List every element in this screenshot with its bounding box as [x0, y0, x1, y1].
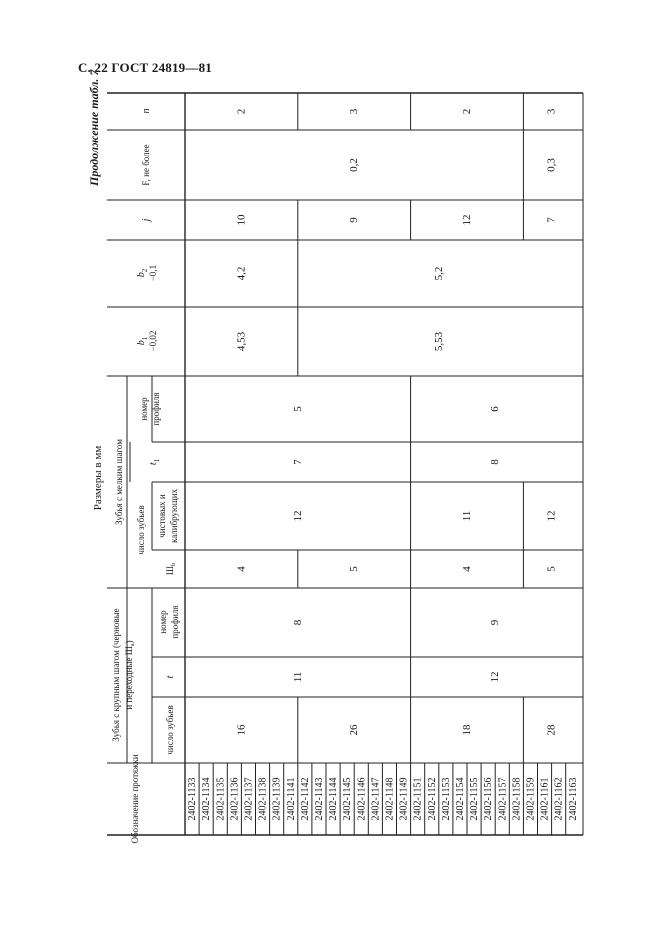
header-fine-finish-2: калибрующих — [169, 488, 179, 544]
header-fine-finish: чистовых и — [157, 494, 167, 538]
header-b2: $b_2$ — [135, 268, 149, 278]
header-coarse-profile: номер — [158, 610, 168, 634]
cell-n: 3 — [545, 108, 558, 115]
cell-n: 2 — [461, 108, 473, 115]
cell-b2: 4,2 — [235, 266, 248, 281]
row-designation: 2402-1137 — [242, 777, 254, 821]
cell-fine-finish: 11 — [461, 510, 473, 522]
cell-coarse-teeth-count: 18 — [461, 724, 473, 736]
cell-n: 3 — [348, 108, 361, 115]
header-b1: $b_1$ — [135, 336, 149, 346]
header-designation: Обозначение протяжки — [130, 754, 140, 844]
cell-j: 10 — [235, 214, 248, 226]
row-designation: 2402-1149 — [398, 777, 410, 821]
row-designation: 2402-1153 — [440, 777, 452, 821]
header-coarse-teeth-count: число зубьев — [165, 705, 175, 755]
cell-n: 2 — [235, 108, 248, 115]
page-header: С. 22 ГОСТ 24819—81 — [78, 60, 212, 75]
row-designation: 2402-1145 — [341, 777, 353, 821]
cell-fine-sh: 4 — [235, 566, 248, 572]
header-coarse-t: t — [164, 675, 176, 679]
row-designation: 2402-1156 — [482, 777, 494, 821]
row-designation: 2402-1147 — [369, 777, 381, 821]
cell-b1: 4,53 — [235, 331, 248, 352]
cell-coarse-teeth-count: 16 — [235, 724, 248, 736]
row-designation: 2402-1163 — [567, 777, 579, 821]
header-fine-teeth-count: число зубьев — [136, 505, 146, 555]
cell-coarse-profile: 9 — [489, 619, 502, 626]
header-coarse-group: Зубья с крупным шагом (черновые — [111, 608, 121, 742]
row-designation: 2402-1134 — [200, 777, 212, 821]
header-fine-t1: $t_1$ — [147, 458, 161, 466]
cell-fine-finish: 12 — [545, 510, 558, 522]
cell-b1: 5,53 — [432, 331, 445, 352]
row-designation: 2402-1161 — [539, 777, 551, 821]
header-b2-tol: −0,1 — [148, 264, 158, 282]
header-j: j — [140, 218, 152, 222]
cell-b2: 5,2 — [432, 266, 445, 281]
row-designation: 2402-1157 — [496, 777, 508, 821]
header-n: n — [140, 108, 152, 114]
cell-coarse-t: 11 — [291, 671, 304, 683]
cell-coarse-teeth-count: 28 — [545, 724, 558, 736]
cell-fine-t1: 7 — [291, 459, 304, 465]
cell-j: 7 — [545, 217, 558, 223]
row-designation: 2402-1138 — [257, 777, 269, 821]
cell-fine-finish: 12 — [291, 510, 304, 522]
row-designation: 2402-1146 — [355, 777, 367, 821]
header-fine-sh: $Ш_b$ — [165, 562, 177, 576]
cell-fine-profile: 5 — [291, 406, 304, 412]
row-designation: 2402-1155 — [468, 777, 480, 821]
row-designation: 2402-1158 — [510, 777, 522, 821]
header-coarse-profile-2: профиля — [170, 605, 180, 639]
row-designation: 2402-1162 — [553, 777, 565, 821]
cell-fine-sh: 5 — [348, 566, 361, 572]
header-fine-group: Зубья с мелким шагом — [114, 439, 124, 525]
header-coarse-group-2: и переходные $Ш_а$) — [124, 640, 136, 710]
row-designation: 2402-1148 — [383, 777, 395, 821]
header-fine-profile-2: профиля — [151, 392, 161, 426]
cell-coarse-t: 12 — [489, 671, 502, 683]
cell-j: 9 — [348, 217, 361, 223]
row-designation: 2402-1136 — [228, 777, 240, 821]
table-continuation-label: Продолжение табл. 7 — [87, 69, 101, 186]
row-designation: 2402-1143 — [313, 777, 325, 821]
row-designation: 2402-1135 — [214, 777, 226, 821]
header-sizes: Размеры в мм — [92, 445, 104, 511]
row-designation: 2402-1142 — [299, 777, 311, 821]
cell-coarse-profile: 8 — [291, 619, 304, 626]
row-designation: 2402-1141 — [285, 777, 297, 821]
cell-F: 0,3 — [545, 158, 558, 172]
row-designation: 2402-1154 — [454, 777, 466, 821]
cell-fine-sh: 4 — [461, 566, 473, 572]
row-designation: 2402-1152 — [426, 777, 438, 821]
cell-coarse-teeth-count: 26 — [348, 724, 361, 736]
cell-j: 12 — [461, 214, 473, 226]
cell-fine-t1: 8 — [489, 459, 502, 465]
row-designation: 2402-1144 — [327, 777, 339, 821]
cell-F: 0,2 — [348, 158, 361, 172]
row-designation: 2402-1139 — [271, 777, 283, 821]
header-F: F, не более — [141, 144, 151, 186]
row-designation: 2402-1133 — [186, 777, 198, 821]
header-b1-tol: −0,02 — [148, 330, 158, 352]
cell-fine-sh: 5 — [545, 566, 558, 572]
row-designation: 2402-1159 — [524, 777, 536, 821]
row-designation: 2402-1151 — [412, 777, 424, 821]
header-fine-profile: номер — [139, 397, 149, 421]
cell-fine-profile: 6 — [489, 406, 502, 412]
